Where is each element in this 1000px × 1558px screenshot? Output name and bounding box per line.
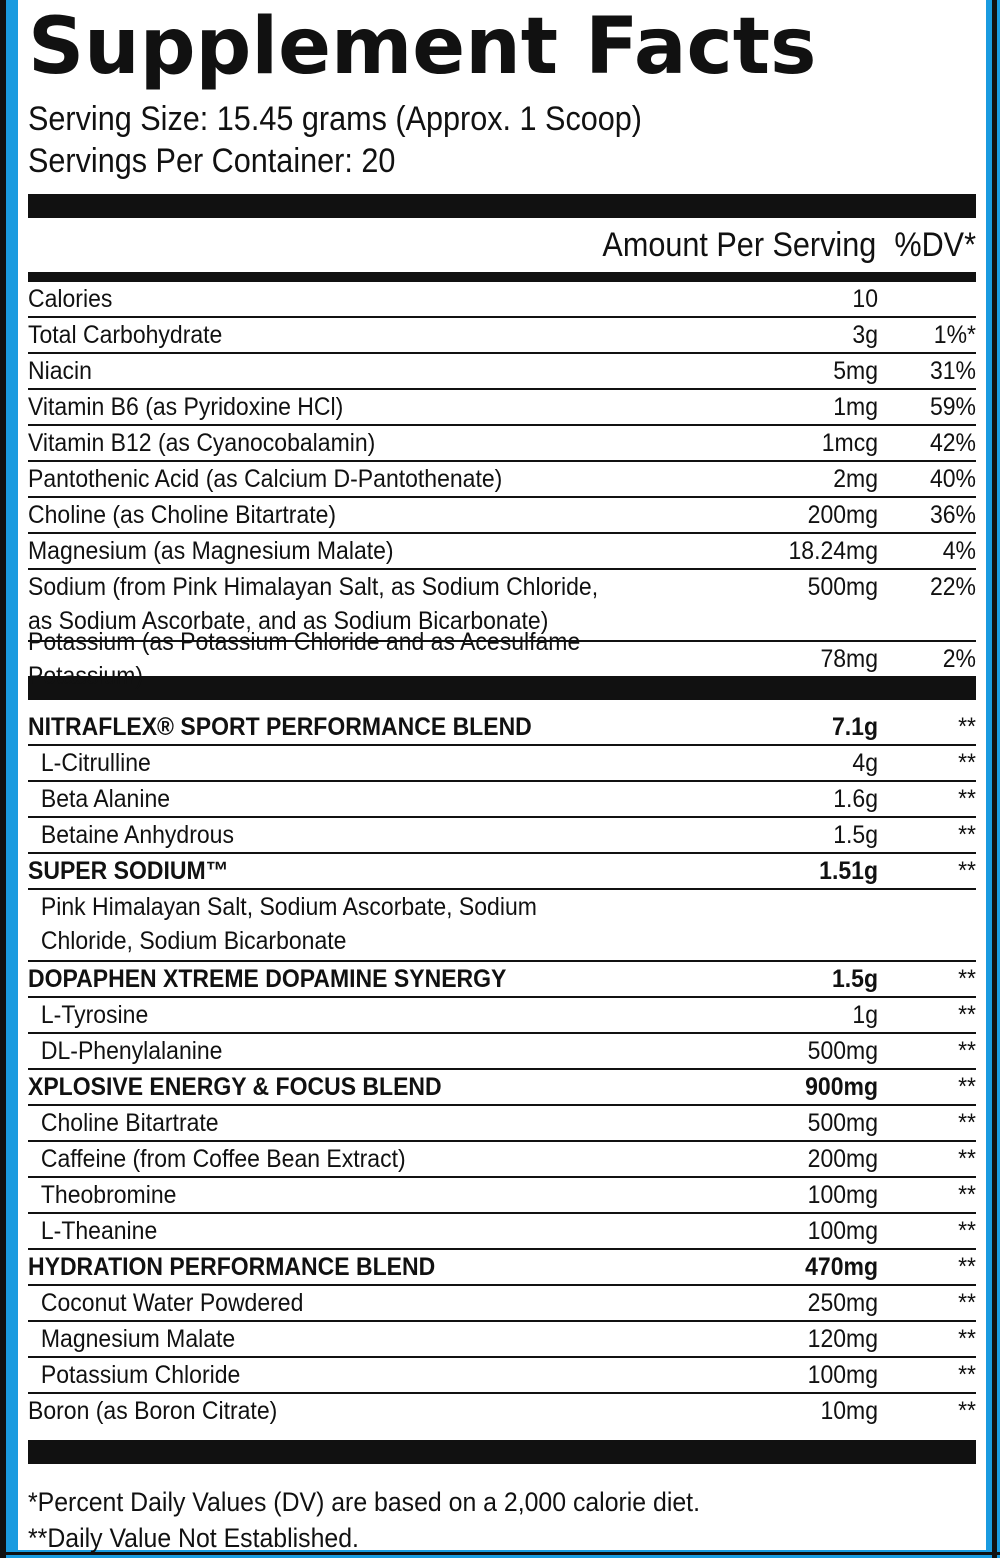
ingredient-name: DL-Phenylalanine	[40, 1037, 223, 1065]
divider-thick	[28, 1440, 976, 1464]
ingredient-name: Magnesium Malate	[40, 1325, 236, 1353]
dv-value: **	[958, 965, 976, 993]
table-row	[28, 282, 976, 318]
table-row	[28, 534, 976, 570]
dv-value: 1%*	[933, 321, 976, 349]
dv-value: **	[958, 1181, 976, 1209]
table-row	[28, 1358, 976, 1394]
amount-value: 78mg	[820, 645, 878, 673]
amount-value: 500mg	[807, 573, 878, 601]
amount-header: Amount Per Serving	[602, 225, 876, 264]
ingredient-name: Choline (as Choline Bitartrate)	[28, 501, 337, 529]
ingredient-name: Boron (as Boron Citrate)	[28, 1397, 278, 1425]
amount-value: 120mg	[807, 1325, 878, 1353]
ingredient-name: Pantothenic Acid (as Calcium D-Pantothenate)	[28, 465, 503, 493]
ingredient-name: Niacin	[28, 357, 92, 385]
ingredient-name: Coconut Water Powdered	[40, 1289, 304, 1317]
dv-value: **	[958, 1037, 976, 1065]
ingredient-name: L-Theanine	[40, 1217, 158, 1245]
dv-header: %DV*	[894, 225, 976, 264]
amount-value: 1.6g	[833, 785, 878, 813]
table-row	[28, 1106, 976, 1142]
amount-value: 100mg	[807, 1217, 878, 1245]
dv-value: 4%	[942, 537, 976, 565]
ingredient-name: L-Tyrosine	[40, 1001, 149, 1029]
dv-value: **	[958, 1217, 976, 1245]
table-row	[28, 1178, 976, 1214]
dv-value: 42%	[929, 429, 976, 457]
dv-value: **	[958, 713, 976, 741]
column-header	[28, 218, 976, 272]
dv-value: **	[958, 1001, 976, 1029]
ingredient-name: Total Carbohydrate	[28, 321, 223, 349]
background-stripe-left	[0, 0, 6, 1558]
amount-value: 200mg	[807, 1145, 878, 1173]
ingredient-name: Magnesium (as Magnesium Malate)	[28, 537, 394, 565]
ingredient-name: XPLOSIVE ENERGY & FOCUS BLEND	[28, 1073, 442, 1101]
ingredient-name: Betaine Anhydrous	[40, 821, 234, 849]
table-row	[28, 390, 976, 426]
table-row	[28, 354, 976, 390]
ingredient-name: Potassium Chloride	[40, 1361, 241, 1389]
table-row	[28, 1034, 976, 1070]
footnote-not-established: **Daily Value Not Established.	[28, 1523, 359, 1553]
dv-value: **	[958, 785, 976, 813]
amount-value: 100mg	[807, 1361, 878, 1389]
blend-list	[28, 710, 976, 1428]
amount-value: 4g	[852, 749, 878, 777]
amount-value: 200mg	[807, 501, 878, 529]
ingredient-name: Caffeine (from Coffee Bean Extract)	[40, 1145, 406, 1173]
table-row	[28, 854, 976, 890]
amount-value: 1mg	[833, 393, 878, 421]
table-row	[28, 998, 976, 1034]
ingredient-name: Theobromine	[40, 1181, 177, 1209]
nutrient-list	[28, 282, 976, 690]
amount-value: 10mg	[820, 1397, 878, 1425]
table-row	[28, 890, 976, 962]
ingredient-name: Vitamin B12 (as Cyanocobalamin)	[28, 429, 376, 457]
table-row	[28, 462, 976, 498]
ingredient-name: NITRAFLEX® SPORT PERFORMANCE BLEND	[28, 713, 532, 741]
table-row	[28, 782, 976, 818]
ingredient-name: Vitamin B6 (as Pyridoxine HCl)	[28, 393, 344, 421]
table-row	[28, 710, 976, 746]
dv-value: **	[958, 1397, 976, 1425]
table-row	[28, 1142, 976, 1178]
ingredient-name: DOPAPHEN XTREME DOPAMINE SYNERGY	[28, 965, 507, 993]
amount-value: 18.24mg	[788, 537, 878, 565]
dv-value: 59%	[929, 393, 976, 421]
amount-value: 10	[852, 285, 878, 313]
divider-thick	[28, 194, 976, 218]
amount-value: 1g	[852, 1001, 878, 1029]
amount-value: 250mg	[807, 1289, 878, 1317]
amount-value: 470mg	[805, 1253, 878, 1281]
table-row	[28, 628, 976, 690]
dv-value: **	[958, 1325, 976, 1353]
ingredient-name: L-Citrulline	[40, 749, 151, 777]
amount-value: 1.5g	[833, 821, 878, 849]
serving-size: Serving Size: 15.45 grams (Approx. 1 Scoop)	[28, 100, 643, 138]
table-row	[28, 1070, 976, 1106]
amount-value: 900mg	[805, 1073, 878, 1101]
amount-value: 7.1g	[831, 713, 878, 741]
table-row	[28, 1286, 976, 1322]
amount-value: 1.5g	[831, 965, 878, 993]
table-row	[28, 818, 976, 854]
supplement-facts-panel	[18, 0, 986, 1553]
amount-value: 500mg	[807, 1037, 878, 1065]
amount-value: 500mg	[807, 1109, 878, 1137]
dv-value: **	[958, 1361, 976, 1389]
table-row	[28, 1394, 976, 1428]
dv-value: 22%	[929, 573, 976, 601]
dv-value: 36%	[929, 501, 976, 529]
dv-value: 40%	[929, 465, 976, 493]
table-row	[28, 1322, 976, 1358]
footnote-dv: *Percent Daily Values (DV) are based on a 2,000 calorie diet.	[28, 1487, 700, 1517]
dv-value: **	[958, 1289, 976, 1317]
amount-value: 100mg	[807, 1181, 878, 1209]
ingredient-name: HYDRATION PERFORMANCE BLEND	[28, 1253, 436, 1281]
ingredient-name: Sodium (from Pink Himalayan Salt, as Sodium Chloride, as Sodium Ascorbate, and as Sodium Bicarbonate)	[28, 573, 599, 635]
dv-value: **	[958, 821, 976, 849]
dv-value: 2%	[942, 645, 976, 673]
dv-value: **	[958, 1145, 976, 1173]
amount-value: 1mcg	[821, 429, 878, 457]
ingredient-name: Potassium (as Potassium Chloride and as Acesulfame Potassium)	[28, 628, 581, 690]
dv-value: **	[958, 1109, 976, 1137]
background-stripe-right	[992, 0, 997, 1558]
table-row	[28, 746, 976, 782]
table-row	[28, 1214, 976, 1250]
amount-value: 5mg	[833, 357, 878, 385]
ingredient-name: Pink Himalayan Salt, Sodium Ascorbate, Sodium Chloride, Sodium Bicarbonate	[40, 893, 537, 955]
divider-medium	[28, 272, 976, 282]
amount-value: 3g	[852, 321, 878, 349]
table-row	[28, 962, 976, 998]
amount-value: 1.51g	[819, 857, 878, 885]
table-row	[28, 1250, 976, 1286]
ingredient-name: Choline Bitartrate	[40, 1109, 219, 1137]
dv-value: **	[958, 749, 976, 777]
panel-title: Supplement Facts	[28, 2, 817, 92]
ingredient-name: Calories	[28, 285, 113, 313]
ingredient-name: SUPER SODIUM™	[28, 857, 229, 885]
servings-per-container: Servings Per Container: 20	[28, 142, 396, 180]
table-row	[28, 498, 976, 534]
amount-value: 2mg	[833, 465, 878, 493]
dv-value: **	[958, 857, 976, 885]
ingredient-name: Beta Alanine	[40, 785, 171, 813]
dv-value: **	[958, 1073, 976, 1101]
table-row	[28, 426, 976, 462]
dv-value: 31%	[929, 357, 976, 385]
dv-value: **	[958, 1253, 976, 1281]
table-row	[28, 318, 976, 354]
